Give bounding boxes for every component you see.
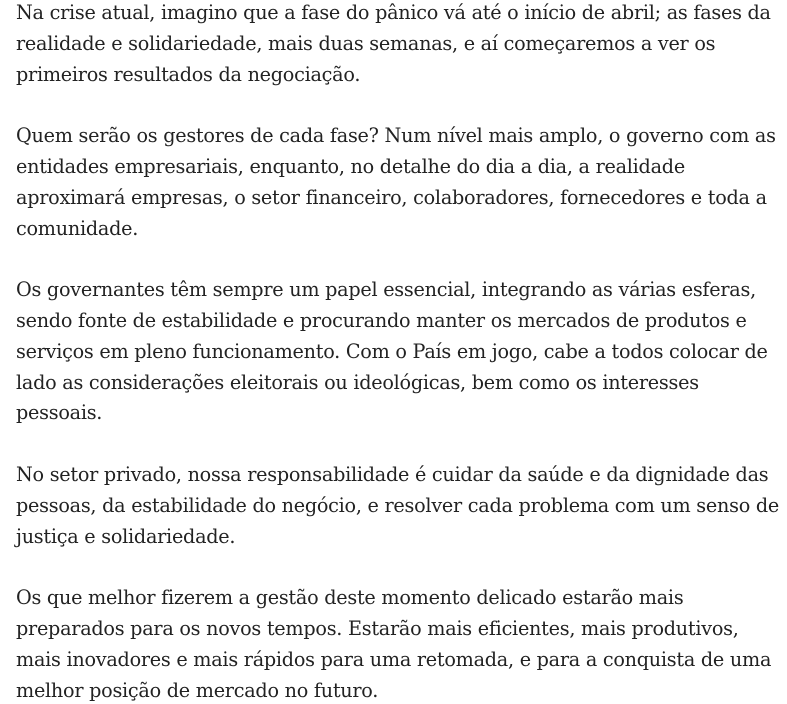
paragraph-private-sector: No setor privado, nossa responsabilidade é cuidar da saúde e da dignidade das pessoas, da estabilidade do negócio, e resolver cada problema com um senso de justiça e solidariedade. — [16, 462, 779, 548]
paragraph-phase-managers: Quem serão os gestores de cada fase? Num nível mais amplo, o governo com as entidades empresariais, enquanto, no detalhe do dia a dia, a realidade aproximará empresas, o setor financeiro, colaboradores, fornecedores e toda a comunidade. — [16, 124, 776, 240]
paragraph-government-role: Os governantes têm sempre um papel essencial, integrando as várias esferas, sendo fonte de estabilidade e procurando manter os mercados de produtos e serviços em pleno funcionamento. Com o País em jogo, cabe a todos colocar de lado as considerações eleitorais ou ideológicas, bem como os interesses pessoais. — [16, 278, 768, 425]
paragraph-future-position: Os que melhor fizerem a gestão deste momento delicado estarão mais preparados para os novos tempos. Estarão mais eficientes, mais produtivos, mais inovadores e mais rápidos para uma retomada, e para a conquista de uma melhor posição de mercado no futuro. — [16, 586, 772, 702]
paragraph-crisis-phases: Na crise atual, imagino que a fase do pânico vá até o início de abril; as fases da realidade e solidariedade, mais duas semanas, e aí começaremos a ver os primeiros resultados da negociação. — [16, 1, 771, 86]
